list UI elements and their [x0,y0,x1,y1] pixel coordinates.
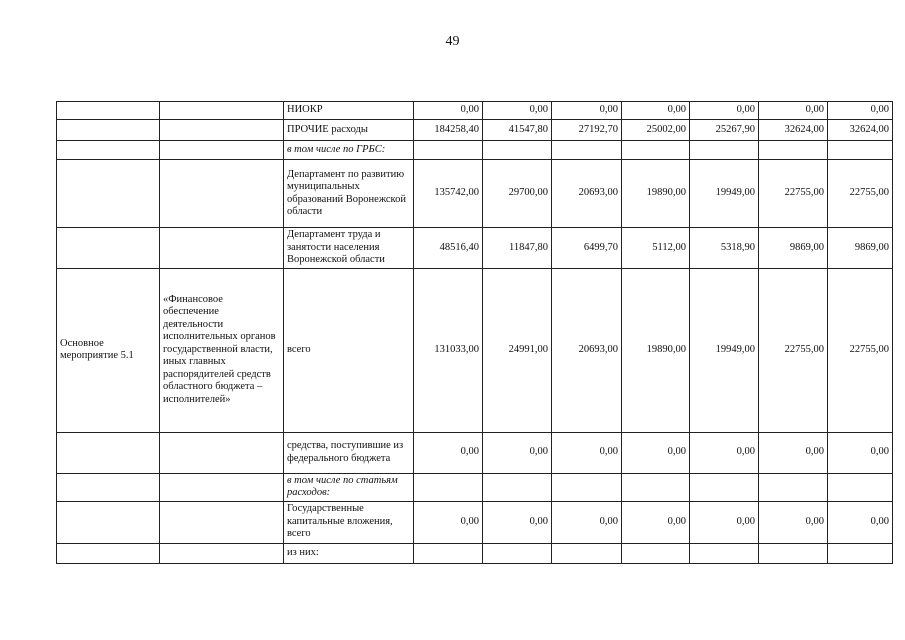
amount-cell: 0,00 [690,102,759,120]
amount-cell [552,473,622,501]
amount-cell: 0,00 [759,102,828,120]
activity-name-cell [160,432,284,473]
amount-cell: 9869,00 [759,228,828,269]
table-row [57,268,893,432]
amount-cell [622,543,690,563]
table-row [57,102,893,120]
amount-cell: 0,00 [759,501,828,543]
table-row [57,228,893,269]
funding-source-cell: Департамент по развитию муниципальных образований Воронежской области [284,160,414,228]
amount-cell [759,473,828,501]
activity-name-cell [160,501,284,543]
amount-cell [828,473,893,501]
amount-cell: 6499,70 [552,228,622,269]
amount-cell: 9869,00 [828,228,893,269]
activity-type-cell [57,102,160,120]
amount-cell: 0,00 [552,432,622,473]
amount-cell: 19890,00 [622,268,690,432]
amount-cell: 19949,00 [690,160,759,228]
activity-type-cell [57,160,160,228]
amount-cell [414,543,483,563]
amount-cell: 11847,80 [483,228,552,269]
table-row [57,160,893,228]
amount-cell: 0,00 [828,432,893,473]
activity-name-cell [160,543,284,563]
funding-source-cell: Департамент труда и занятости населения Воронежской области [284,228,414,269]
funding-source-cell: НИОКР [284,102,414,120]
amount-cell: 5112,00 [622,228,690,269]
budget-table [56,101,893,564]
amount-cell: 41547,80 [483,120,552,141]
amount-cell [828,543,893,563]
amount-cell: 0,00 [483,432,552,473]
funding-source-cell: средства, поступившие из федерального бюджета [284,432,414,473]
amount-cell: 0,00 [414,432,483,473]
amount-cell: 131033,00 [414,268,483,432]
activity-name-cell [160,473,284,501]
table-row [57,501,893,543]
activity-type-cell [57,120,160,141]
amount-cell: 5318,90 [690,228,759,269]
table-row [57,141,893,160]
amount-cell: 0,00 [552,501,622,543]
activity-type-cell [57,432,160,473]
amount-cell: 20693,00 [552,160,622,228]
amount-cell [828,141,893,160]
activity-type-cell [57,501,160,543]
amount-cell: 24991,00 [483,268,552,432]
table-row [57,432,893,473]
amount-cell: 22755,00 [759,268,828,432]
page-number: 49 [445,34,460,49]
activity-type-cell [57,141,160,160]
amount-cell: 0,00 [414,501,483,543]
activity-name-cell: «Финансовое обеспечение деятельности исполнительных органов государственной власти, иных главных распорядителей средств областного бюджета – исполнителей» [160,268,284,432]
amount-cell: 0,00 [828,102,893,120]
amount-cell [622,141,690,160]
amount-cell [759,543,828,563]
activity-name-cell [160,141,284,160]
funding-source-cell: из них: [284,543,414,563]
amount-cell: 0,00 [622,501,690,543]
funding-source-cell: в том числе по статьям расходов: [284,473,414,501]
funding-source-cell: в том числе по ГРБС: [284,141,414,160]
amount-cell: 20693,00 [552,268,622,432]
amount-cell [483,473,552,501]
amount-cell: 25002,00 [622,120,690,141]
amount-cell: 0,00 [622,102,690,120]
amount-cell: 22755,00 [828,268,893,432]
amount-cell: 0,00 [483,501,552,543]
amount-cell [690,543,759,563]
activity-type-cell [57,473,160,501]
amount-cell: 0,00 [690,501,759,543]
amount-cell: 0,00 [414,102,483,120]
amount-cell: 32624,00 [828,120,893,141]
amount-cell: 19949,00 [690,268,759,432]
activity-name-cell [160,102,284,120]
amount-cell [483,141,552,160]
amount-cell [552,141,622,160]
amount-cell: 29700,00 [483,160,552,228]
amount-cell: 22755,00 [828,160,893,228]
activity-name-cell [160,120,284,141]
amount-cell [414,141,483,160]
activity-type-cell [57,228,160,269]
amount-cell [483,543,552,563]
amount-cell: 0,00 [552,102,622,120]
funding-source-cell: Государственные капитальные вложения, всего [284,501,414,543]
table-row [57,120,893,141]
funding-source-cell: ПРОЧИЕ расходы [284,120,414,141]
amount-cell [759,141,828,160]
amount-cell: 135742,00 [414,160,483,228]
activity-name-cell [160,160,284,228]
amount-cell [414,473,483,501]
amount-cell: 0,00 [622,432,690,473]
table-row [57,473,893,501]
amount-cell: 0,00 [690,432,759,473]
amount-cell: 48516,40 [414,228,483,269]
amount-cell: 22755,00 [759,160,828,228]
table-row [57,543,893,563]
amount-cell [552,543,622,563]
amount-cell: 0,00 [759,432,828,473]
amount-cell: 184258,40 [414,120,483,141]
amount-cell [690,141,759,160]
amount-cell: 19890,00 [622,160,690,228]
amount-cell: 27192,70 [552,120,622,141]
amount-cell: 25267,90 [690,120,759,141]
amount-cell [622,473,690,501]
amount-cell: 32624,00 [759,120,828,141]
activity-type-cell [57,543,160,563]
amount-cell: 0,00 [483,102,552,120]
funding-source-cell: всего [284,268,414,432]
amount-cell [690,473,759,501]
amount-cell: 0,00 [828,501,893,543]
activity-name-cell [160,228,284,269]
activity-type-cell: Основное мероприятие 5.1 [57,268,160,432]
